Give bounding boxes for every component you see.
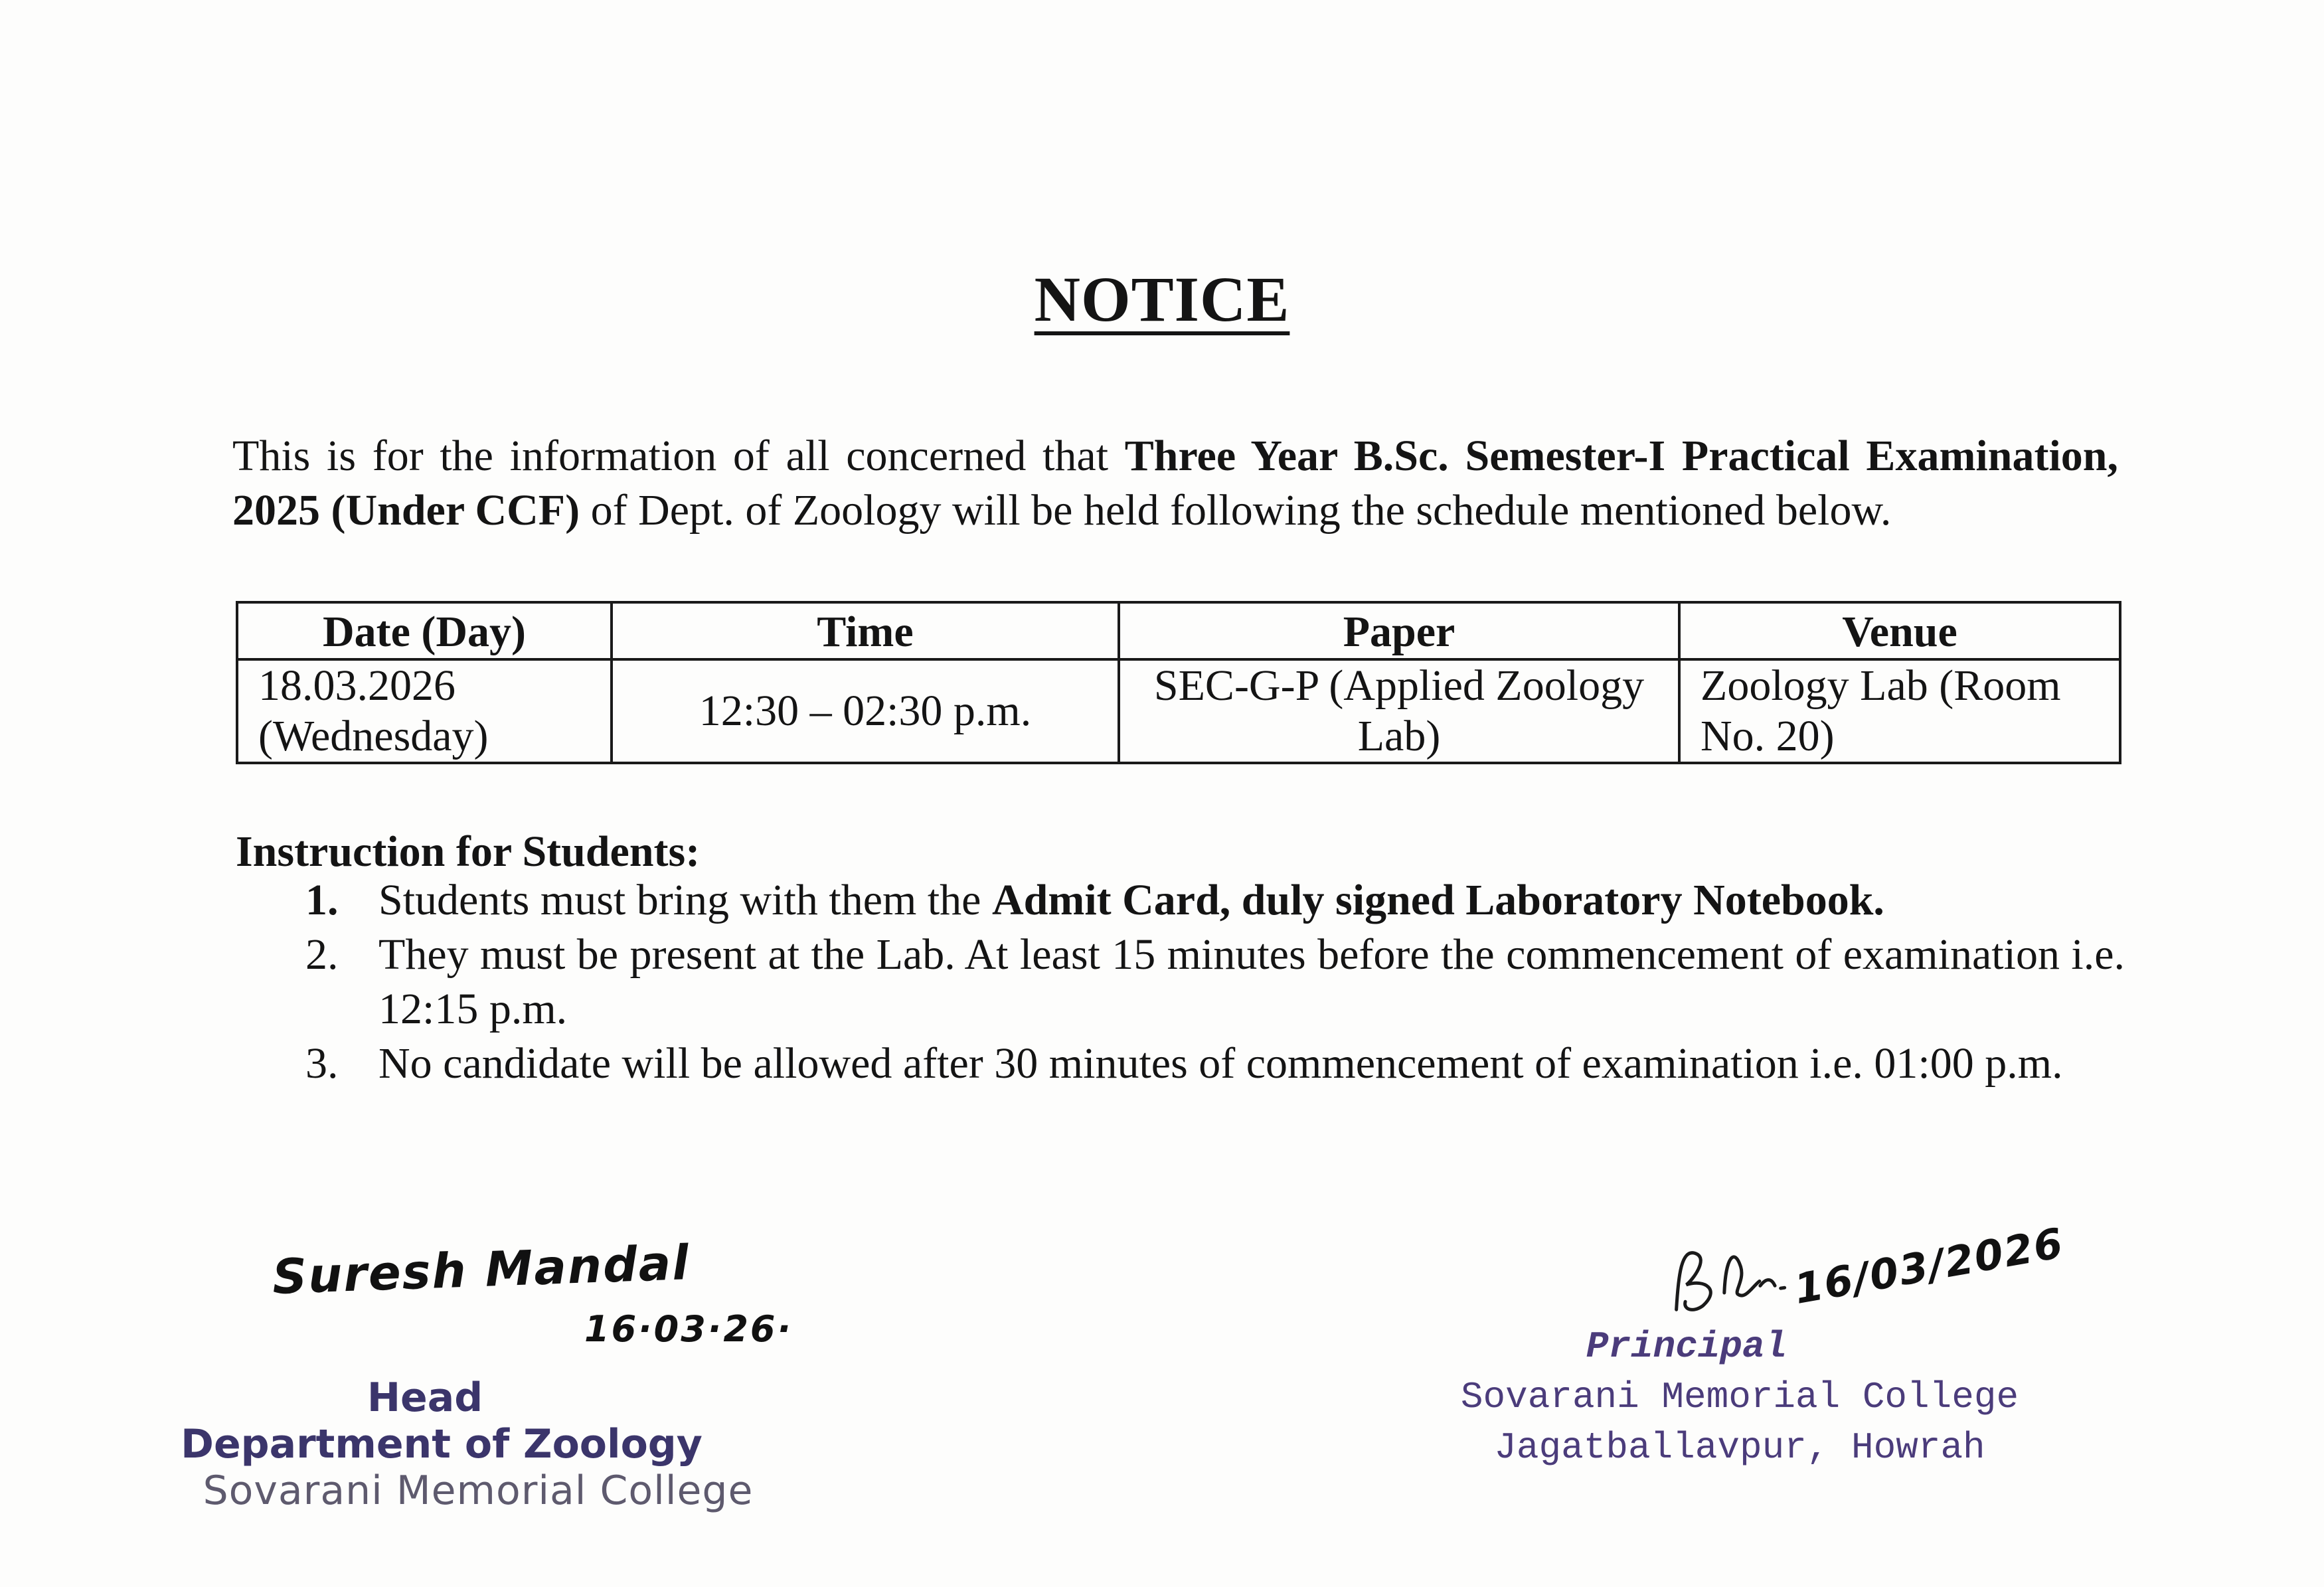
head-college: Sovarani Memorial College xyxy=(203,1467,754,1514)
schedule-table xyxy=(236,601,2121,764)
instruction-text-bold: Admit Card, duly signed Laboratory Notebook. xyxy=(991,876,1884,924)
intro-paragraph xyxy=(232,429,2118,538)
intro-exam-name: Three Year B.Sc. Semester-I Practical Examination, 2025 (Under CCF) xyxy=(232,432,2118,535)
date-value: 18.03.2026 xyxy=(258,661,456,710)
header-time: Time xyxy=(612,602,1119,659)
instruction-item xyxy=(305,1037,2125,1091)
instruction-text: Students must bring with them the xyxy=(378,876,992,924)
head-stamp xyxy=(179,1375,777,1514)
principal-college: Sovarani Memorial College xyxy=(1460,1376,2019,1418)
principal-signature-mark xyxy=(1653,1218,1811,1331)
notice-title: NOTICE xyxy=(1034,264,1290,335)
instruction-text: No candidate will be allowed after 30 minutes of commencement of examination i.e. 01:00 p.m. xyxy=(378,1039,2063,1088)
instruction-number: 3. xyxy=(305,1039,339,1088)
cell-date xyxy=(237,659,612,763)
principal-location: Jagatballavpur, Howrah xyxy=(1494,1426,1985,1469)
instruction-number: 1. xyxy=(305,876,339,924)
intro-end: of Dept. of Zoology will be held following the schedule mentioned below. xyxy=(580,486,1892,535)
head-department: Department of Zoology xyxy=(181,1421,703,1467)
principal-role: Principal xyxy=(1586,1325,1787,1368)
instruction-number: 2. xyxy=(305,930,339,979)
schedule-row xyxy=(237,659,2120,763)
cell-venue: Zoology Lab (Room No. 20) xyxy=(1679,659,2120,763)
header-venue: Venue xyxy=(1679,602,2120,659)
principal-stamp xyxy=(1448,1321,2032,1473)
head-signature: Suresh Mandal xyxy=(271,1234,691,1305)
instruction-text: They must be present at the Lab. At least 15 minutes before the commencement of examination i.e. 12:15 p.m. xyxy=(378,930,2125,1033)
schedule-header-row xyxy=(237,602,2120,659)
head-role: Head xyxy=(367,1375,483,1421)
instruction-item xyxy=(305,873,2125,928)
header-date: Date (Day) xyxy=(237,602,612,659)
cell-time: 12:30 – 02:30 p.m. xyxy=(612,659,1119,763)
intro-start: This is for the information of all concerned that xyxy=(232,432,1125,480)
header-paper: Paper xyxy=(1119,602,1679,659)
principal-signature-date: 16/03/2026 xyxy=(1790,1218,2068,1314)
instructions-list xyxy=(305,873,2125,1091)
cell-paper: SEC-G-P (Applied Zoology Lab) xyxy=(1119,659,1679,763)
instruction-item xyxy=(305,928,2125,1037)
instructions-title: Instruction for Students: xyxy=(236,827,701,876)
head-signature-date: 16·03·26· xyxy=(584,1308,793,1350)
day-value: (Wednesday) xyxy=(258,712,489,760)
